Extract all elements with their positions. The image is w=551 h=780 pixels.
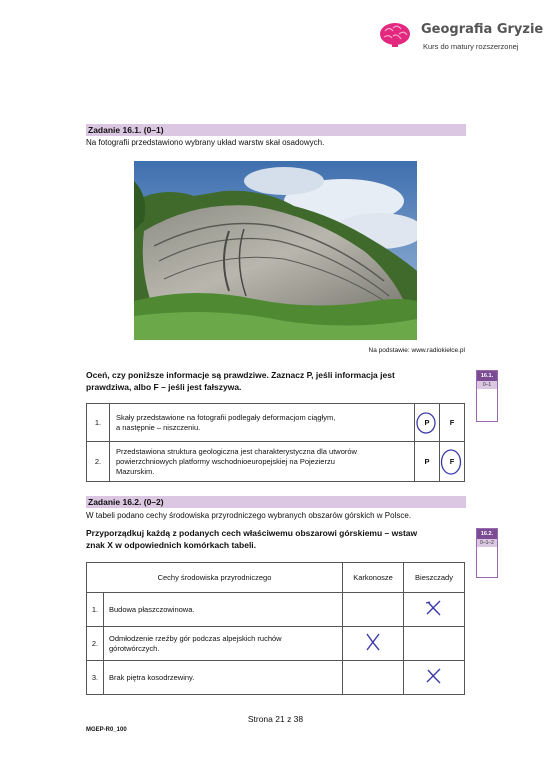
false-option[interactable] [440,404,465,442]
karkonosze-cell[interactable] [343,627,404,661]
bieszczady-cell[interactable] [404,627,465,661]
table-row [87,593,465,627]
karkonosze-cell[interactable] [343,593,404,627]
false-letter: F [449,417,455,427]
photo-source: Na podstawie: www.radiokielce.pl [368,347,465,354]
score-box-range: 0–1–2 [477,539,497,547]
feature-line: Brak piętra kosodrzewiny. [109,672,195,682]
statement-text [110,442,415,482]
brain-logo-icon [379,22,411,48]
score-box-label: 16.1. [477,371,497,381]
statement-line: Przedstawiona struktura geologiczna jest charakterystyczna dla utworów [116,446,357,456]
false-option[interactable] [440,442,465,482]
task-16-2-intro: W tabeli podano cechy środowiska przyrodniczego wybranych obszarów górskich w Polsce. [86,511,412,520]
pen-x-mark [425,667,443,685]
row-number: 3. [87,661,104,695]
rock-layers-photo [134,161,417,340]
bieszczady-cell[interactable] [404,661,465,695]
feature-line: Budowa płaszczowinowa. [109,604,195,614]
statement-line: powierzchniowych platformy wschodnioeuropejskiej na Pojezierzu [116,456,335,466]
true-letter: P [424,456,430,466]
true-option[interactable] [415,404,440,442]
statement-text [110,404,415,442]
table-row [87,442,465,482]
page-number: Strona 21 z 38 [247,714,304,724]
pen-x-mark [364,632,382,652]
row-number: 2. [87,442,110,482]
false-letter: F [449,456,455,466]
column-header-karkonosze: Karkonosze [343,563,404,593]
task-16-1-intro: Na fotografii przedstawiono wybrany układ warstw skał osadowych. [86,138,325,147]
task-16-1-instruction-1: Oceń, czy poniższe informacje są prawdziwe. Zaznacz P, jeśli informacja jest [86,370,395,380]
true-letter: P [424,417,430,427]
column-header-feature: Cechy środowiska przyrodniczego [87,563,343,593]
mountain-features-table [86,562,465,695]
column-header-bieszczady: Bieszczady [404,563,465,593]
task-16-1-instruction-2: prawdziwa, albo F – jeśli jest fałszywa. [86,382,242,392]
task-16-2-instruction-2: znak X w odpowiednich komórkach tabeli. [86,540,257,550]
row-number: 2. [87,627,104,661]
table-row [87,661,465,695]
score-box-16-1 [476,370,498,422]
task-16-2-instruction-1: Przyporządkuj każdą z podanych cech właściwemu obszarowi górskiemu – wstaw [86,528,418,538]
statement-line: Skały przedstawione na fotografii podlegały deformacjom ciągłym, [116,412,336,422]
pen-circle-mark [440,448,462,476]
pen-circle-mark [415,411,437,435]
exam-code: MGEP-R0_100 [86,727,127,733]
row-number: 1. [87,593,104,627]
score-box-16-2 [476,528,498,578]
feature-line: górotwórczych. [109,643,160,653]
feature-text [104,627,343,661]
feature-line: Odmłodzenie rzeźby gór podczas alpejskich ruchów [109,633,282,643]
score-box-range: 0–1 [477,381,497,389]
true-option[interactable] [415,442,440,482]
task-16-1-heading: Zadanie 16.1. (0–1) [86,124,466,136]
statement-line: Mazurskim. [116,466,155,476]
true-false-table [86,403,465,482]
brand-subtitle: Kurs do matury rozszerzonej [423,42,519,51]
table-row [87,404,465,442]
score-box-label: 16.2. [477,529,497,539]
karkonosze-cell[interactable] [343,661,404,695]
statement-line: a następnie – niszczeniu. [116,422,201,432]
row-number: 1. [87,404,110,442]
brand-title: Geografia Gryzie [421,22,544,37]
feature-text [104,593,343,627]
bieszczady-cell[interactable] [404,593,465,627]
task-16-2-heading: Zadanie 16.2. (0–2) [86,496,466,508]
table-row [87,627,465,661]
table-header-row [87,563,465,593]
feature-text [104,661,343,695]
pen-x-mark [425,599,443,617]
